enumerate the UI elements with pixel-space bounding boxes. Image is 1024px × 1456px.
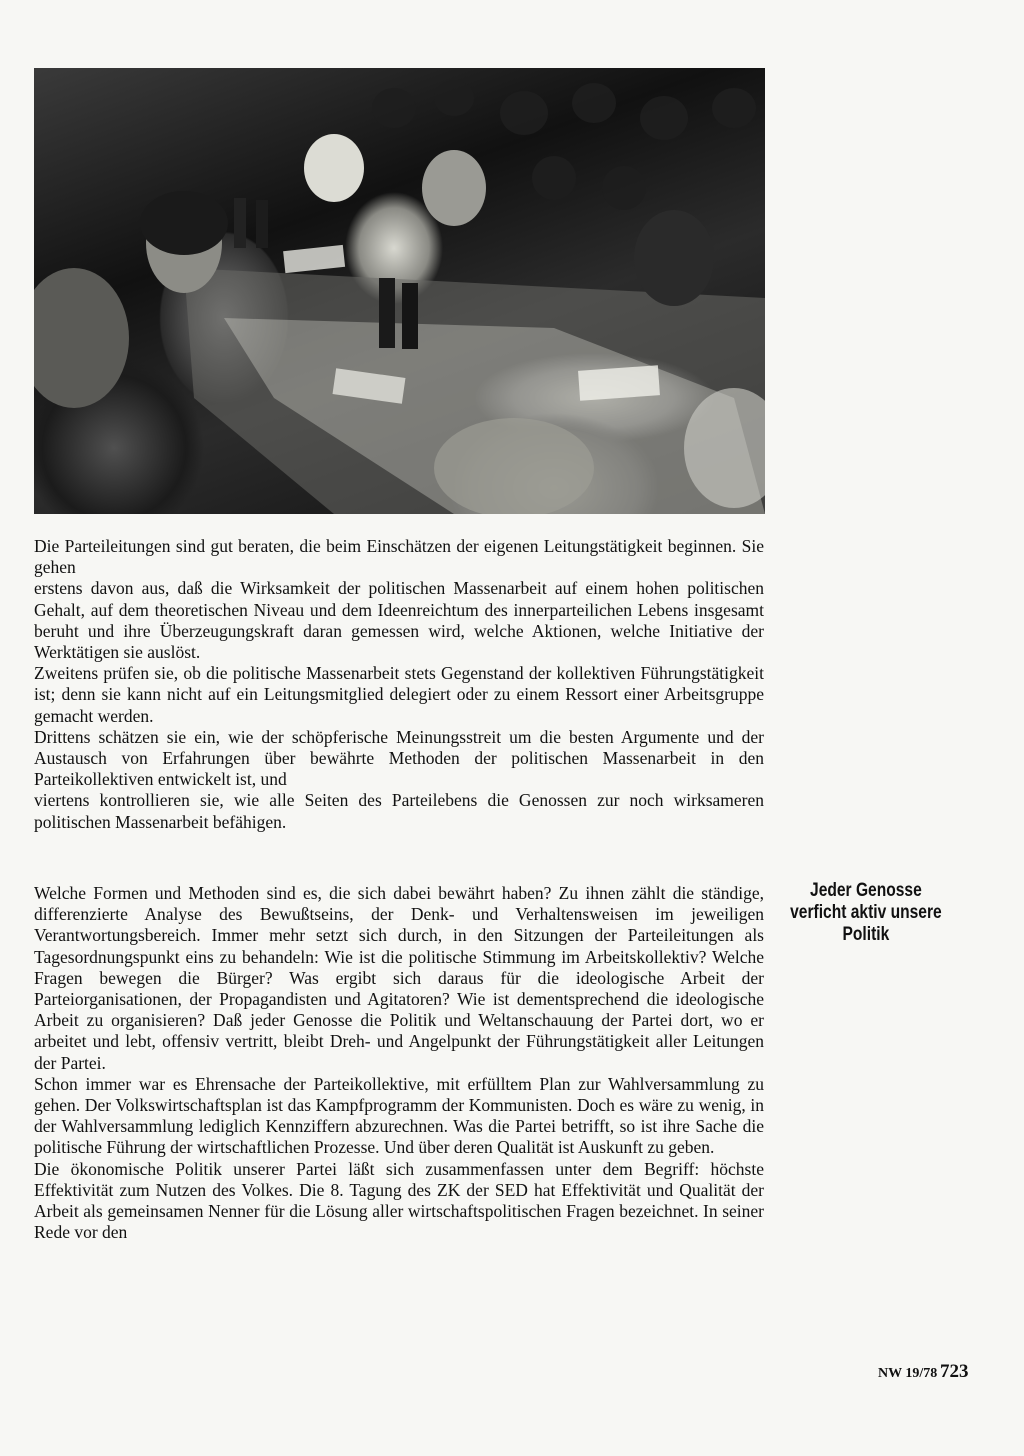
page-number: 723 <box>940 1361 969 1382</box>
paragraph: Die ökonomische Politik unserer Partei läßt sich zusammenfassen unter dem Begriff: höchste Effektivität zum Nutzen des Volkes. Die 8. Tagung des ZK der SED hat Effektivität und Qualität der Arbeit als gemeinsamen Nenner für die Lösung aller wirtschaftspolitischen Fragen bezeichnet. In seiner Rede vor den <box>34 1158 764 1243</box>
paragraph: Die Parteileitungen sind gut beraten, die beim Einschätzen der eigenen Leitungstätigkeit beginnen. Sie gehen <box>34 536 764 578</box>
meeting-photo <box>34 68 765 514</box>
issue-number: NW 19/78 <box>878 1366 938 1381</box>
marginal-heading: Jeder Genosse verficht aktiv unsere Politik <box>790 880 942 945</box>
meeting-photo-illustration <box>34 68 765 514</box>
article-section-2 <box>34 883 764 1243</box>
paragraph: Welche Formen und Methoden sind es, die sich dabei bewährt haben? Zu ihnen zählt die ständige, differenzierte Analyse des Bewußtseins, der Denk- und Verhaltensweisen im jeweiligen Verantwortungsbereich. Immer mehr setzt sich durch, in den Sitzungen der Parteileitungen als Tagesordnungspunkt eins zu behandeln: Wie ist die politische Stimmung im Arbeitskollektiv? Welche Fragen bewegen die Bürger? Was ergibt sich daraus für die ideologische Arbeit der Parteiorganisationen, der Propagandisten und Agitatoren? Wie ist dementsprechend die ideologische Arbeit zu organisieren? Daß jeder Genosse die Politik und Weltanschauung der Partei dort, wo er arbeitet und lebt, offensiv vertritt, bleibt Dreh- und Angelpunkt der Führungstätigkeit aller Leitungen der Partei. <box>34 883 764 1073</box>
article-section-1 <box>34 536 764 833</box>
paragraph: Schon immer war es Ehrensache der Parteikollektive, mit erfülltem Plan zur Wahlversammlung zu gehen. Der Volkswirtschaftsplan ist das Kampfprogramm der Kommunisten. Doch es wäre zu wenig, in der Wahlversammlung lediglich Kennziffern abzurechnen. Was die Partei betrifft, so ist ihre Sache die politische Führung der wirtschaftlichen Prozesse. Und über deren Qualität ist Auskunft zu geben. <box>34 1073 764 1158</box>
paragraph: Drittens schätzen sie ein, wie der schöpferische Meinungsstreit um die besten Argumente und der Austausch von Erfahrungen über bewährte Methoden der politischen Massenarbeit in den Parteikollektiven entwickelt ist, und <box>34 726 764 790</box>
paragraph: erstens davon aus, daß die Wirksamkeit der politischen Massenarbeit auf einem hohen politischen Gehalt, auf dem theoretischen Niveau und dem Ideenreichtum des innerparteilichen Lebens insgesamt beruht und ihre Überzeugungskraft daran gemessen wird, welche Aktionen, welche Initiative der Werktätigen sie auslöst. <box>34 578 764 663</box>
paragraph: Zweitens prüfen sie, ob die politische Massenarbeit stets Gegenstand der kollektiven Führungstätigkeit ist; denn sie kann nicht auf ein Leitungsmitglied delegiert oder zu einem Ressort einer Arbeitsgruppe gemacht werden. <box>34 663 764 726</box>
paragraph: viertens kontrollieren sie, wie alle Seiten des Parteilebens die Genossen zur noch wirksameren politischen Massenarbeit befähigen. <box>34 790 764 832</box>
